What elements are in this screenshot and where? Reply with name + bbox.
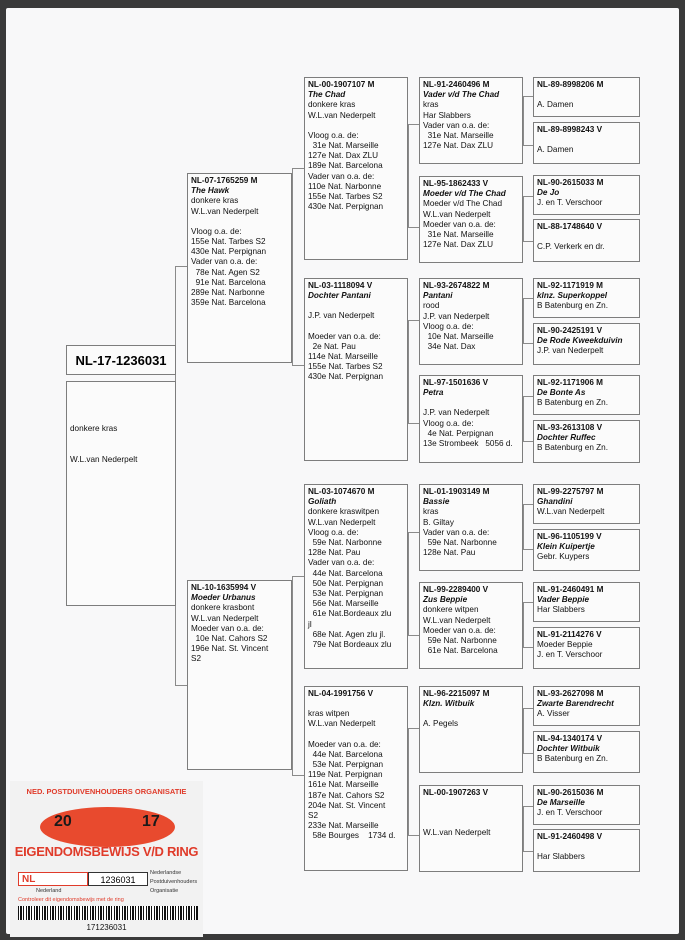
connector-g3-7 [523, 806, 533, 852]
detail-line: 114e Nat. Marseille [308, 352, 378, 362]
detail-line: 61e Nat.Bordeaux zlu [308, 609, 392, 619]
pigeon-name: The Hawk [191, 186, 230, 196]
ancestor-card [533, 375, 640, 415]
detail-line: 430e Nat. Perpignan [308, 372, 384, 382]
ring-number: NL-88-1748640 V [537, 222, 603, 231]
ancestor-card [533, 829, 640, 872]
connector-g3-1 [523, 196, 533, 242]
pigeon-name: Klzn. Witbuik [423, 699, 475, 709]
great-grandparent-card [419, 176, 523, 263]
pigeon-name: Vader Beppie [537, 595, 590, 605]
ancestor-card [533, 785, 640, 825]
grandparent-card [304, 484, 408, 669]
detail-line: 430e Nat. Perpignan [308, 202, 384, 212]
certificate-notice: Controleer dit eigendomsbewijs met de ring [18, 897, 124, 903]
great-grandparent-card [419, 582, 523, 669]
great-grandparent-card [419, 484, 523, 571]
ring-number: NL-92-1171919 M [537, 281, 603, 290]
detail-line: Moeder van o.a. de: [308, 331, 381, 341]
detail-line: J. en T. Verschoor [537, 808, 603, 818]
detail-line: W.L.van Nederpelt [423, 209, 491, 219]
great-grandparent-card [419, 77, 523, 164]
detail-line: Har Slabbers [423, 110, 471, 120]
connector-subject [175, 266, 187, 686]
pigeon-name: The Chad [308, 90, 346, 100]
detail-line: rood [423, 301, 440, 311]
ring-number: NL-93-2674822 M [423, 281, 490, 290]
pigeon-name: Zus Beppie [423, 595, 468, 605]
detail-line: donkere witpen [423, 605, 479, 615]
certificate-year-right: 17 [142, 813, 160, 830]
detail-line: 155e Nat. Tarbes S2 [308, 192, 383, 202]
detail-line: Moeder van o.a. de: [191, 623, 264, 633]
certificate-org-line: Organisatie [150, 888, 179, 894]
detail-line: Moeder Beppie [537, 640, 593, 650]
spacer [537, 135, 636, 145]
detail-line: Vader van o.a. de: [191, 257, 258, 267]
detail-line: 56e Nat. Marseille [308, 599, 379, 609]
ancestor-card [533, 77, 640, 117]
ring-number: NL-91-2460498 V [537, 832, 603, 841]
ring-number: NL-94-1340174 V [537, 734, 603, 743]
detail-line: S2 [191, 654, 202, 664]
connector-g3-2 [523, 298, 533, 344]
ring-number: NL-10-1635994 V [191, 583, 257, 592]
detail-line: Gebr. Kuypers [537, 552, 590, 562]
detail-line: 119e Nat. Perpignan [308, 770, 383, 780]
detail-line: 127e Nat. Dax ZLU [308, 151, 379, 161]
connector-g2-1 [408, 320, 419, 424]
great-grandparent-card [419, 375, 523, 463]
detail-line: Moeder van o.a. de: [423, 625, 496, 635]
pigeon-name: Zwarte Barendrecht [537, 699, 614, 709]
detail-line: A. Visser [537, 709, 570, 719]
detail-line: 79e Nat Bordeaux zlu [308, 640, 392, 650]
connector-g3-3 [523, 396, 533, 442]
connector-g2-0 [408, 124, 419, 228]
certificate-country-small: Nederland [36, 888, 62, 894]
detail-line: 50e Nat. Perpignan [308, 578, 384, 588]
detail-line: donkere krasbont [191, 603, 255, 613]
pigeon-name: Dochter Witbuik [537, 744, 600, 754]
ring-number: NL-03-1074670 M [308, 487, 375, 496]
detail-line: 10e Nat. Marseille [423, 332, 494, 342]
detail-line: W.L.van Nederpelt [537, 507, 605, 517]
detail-line: 91e Nat. Barcelona [191, 277, 266, 287]
detail-line: J. en T. Verschoor [537, 198, 603, 208]
pigeon-name: Dochter Ruffec [537, 433, 596, 443]
detail-line: jl [308, 619, 312, 629]
detail-line: C.P. Verkerk en dr. [537, 242, 605, 252]
connector-dam [292, 576, 304, 776]
pigeon-name: klnz. Superkoppel [537, 291, 608, 301]
ring-number: NL-97-1501636 V [423, 378, 489, 387]
detail-line: 187e Nat. Cahors S2 [308, 790, 385, 800]
detail-line: B. Giltay [423, 517, 454, 527]
detail-line: 31e Nat. Marseille [423, 230, 494, 240]
pigeon-name: De Rode Kweekduivin [537, 336, 623, 346]
certificate-org: NED. POSTDUIVENHOUDERS ORGANISATIE [26, 787, 187, 796]
detail-line: S2 [308, 811, 319, 821]
detail-line [308, 322, 404, 332]
detail-line: donkere kras [191, 196, 239, 206]
detail-line: 233e Nat. Marseille [308, 821, 379, 831]
subject-breeder: W.L.van Nederpelt [70, 455, 138, 465]
ring-number: NL-99-2289400 V [423, 585, 489, 594]
ancestor-card [533, 484, 640, 524]
detail-line: A. Damen [537, 100, 574, 110]
detail-line: 58e Bourges 1734 d. [308, 831, 396, 841]
subject-details [66, 381, 176, 606]
certificate-code: 171236031 [86, 923, 127, 932]
ring-number: NL-99-2275797 M [537, 487, 604, 496]
connector-sire [292, 168, 304, 366]
detail-line: W.L.van Nederpelt [191, 206, 259, 216]
detail-line: B Batenburg en Zn. [537, 754, 609, 764]
detail-line: kras witpen [308, 709, 350, 719]
detail-line: J. en T. Verschoor [537, 650, 603, 660]
ring-number: NL-90-2615033 M [537, 178, 604, 187]
detail-line: B Batenburg en Zn. [537, 301, 609, 311]
ring-number: NL-04-1991756 V [308, 689, 374, 698]
detail-line: 2e Nat. Pau [308, 341, 356, 351]
grandparent-card [304, 77, 408, 260]
detail-line: 78e Nat. Agen S2 [191, 267, 260, 277]
subject-color: donkere kras [70, 424, 118, 434]
detail-line: W.L.van Nederpelt [308, 517, 376, 527]
ancestor-card [533, 323, 640, 365]
detail-line: 128e Nat. Pau [423, 548, 476, 558]
ancestor-card [533, 686, 640, 726]
ring-certificate [10, 781, 203, 937]
detail-line [308, 730, 404, 740]
detail-line [423, 709, 519, 719]
connector-g2-2 [408, 532, 419, 636]
ancestor-card [533, 582, 640, 622]
detail-line: W.L.van Nederpelt [191, 613, 259, 623]
certificate-org-line: Nederlandse [150, 870, 182, 876]
spacer [423, 798, 519, 808]
detail-line: 128e Nat. Pau [308, 548, 361, 558]
ancestor-card [533, 627, 640, 669]
detail-line [423, 398, 519, 408]
connector-g3-4 [523, 504, 533, 550]
ancestor-card [533, 731, 640, 773]
ring-number: NL-96-2215097 M [423, 689, 490, 698]
detail-line: kras [423, 507, 439, 517]
detail-line: 359e Nat. Barcelona [191, 298, 266, 308]
detail-line: 196e Nat. St. Vincent [191, 644, 269, 654]
pigeon-name: Moeder v/d The Chad [423, 189, 506, 199]
ring-number: NL-96-1105199 V [537, 532, 602, 541]
detail-line: 204e Nat. St. Vincent [308, 800, 386, 810]
ring-number: NL-91-2460491 M [537, 585, 604, 594]
connector-g3-0 [523, 96, 533, 146]
ring-number: NL-90-2615036 M [537, 788, 604, 797]
detail-line: 430e Nat. Perpignan [191, 247, 267, 257]
grandparent-card [304, 686, 408, 871]
detail-line: kras [423, 100, 439, 110]
detail-line: Har Slabbers [537, 605, 585, 615]
ancestor-card [533, 420, 640, 463]
detail-line: J.P. van Nederpelt [423, 311, 490, 321]
detail-line: 59e Nat. Narbonne [423, 636, 497, 646]
pigeon-name: Klein Kuipertje [537, 542, 595, 552]
certificate-org-line: Postduivenhouders [150, 879, 198, 885]
detail-line: 44e Nat. Barcelona [308, 568, 383, 578]
detail-line: 127e Nat. Dax ZLU [423, 240, 494, 250]
ring-number: NL-00-1907263 V [423, 788, 489, 797]
detail-line: donkere kraswitpen [308, 507, 379, 517]
ancestor-card [533, 529, 640, 571]
certificate-title: EIGENDOMSBEWIJS V/D RING [14, 844, 199, 859]
pigeon-name: Dochter Pantani [308, 291, 371, 301]
ancestor-card [533, 122, 640, 164]
detail-line: W.L.van Nederpelt [423, 615, 491, 625]
certificate-barcode [18, 906, 198, 920]
spacer [537, 90, 636, 100]
detail-line: J.P. van Nederpelt [308, 311, 375, 321]
detail-line: donkere kras [308, 100, 356, 110]
pigeon-name: Vader v/d The Chad [423, 90, 500, 100]
pigeon-name: De Marseille [537, 798, 585, 808]
detail-line: W.L.van Nederpelt [423, 828, 491, 838]
pigeon-name: De Bonte As [537, 388, 586, 398]
pigeon-name: Petra [423, 388, 444, 398]
detail-line: Vader van o.a. de: [308, 558, 375, 568]
detail-line: 68e Nat. Agen zlu jl. [308, 629, 386, 639]
ring-number: NL-92-1171906 M [537, 378, 603, 387]
great-grandparent-card [419, 278, 523, 365]
detail-line: W.L.van Nederpelt [308, 719, 376, 729]
ring-number: NL-90-2425191 V [537, 326, 603, 335]
detail-line: A. Pegels [423, 719, 459, 729]
detail-line: Vloog o.a. de: [308, 130, 359, 140]
detail-line: J.P. van Nederpelt [537, 346, 604, 356]
pigeon-name: Moeder Urbanus [191, 593, 256, 603]
ring-number: NL-93-2613108 V [537, 423, 603, 432]
detail-line: 189e Nat. Barcelona [308, 161, 383, 171]
ring-number: NL-95-1862433 V [423, 179, 489, 188]
ring-number: NL-03-1118094 V [308, 281, 373, 290]
detail-line: 31e Nat. Marseille [423, 131, 494, 141]
ring-number: NL-07-1765259 M [191, 176, 258, 185]
detail-line: 155e Nat. Tarbes S2 [308, 362, 383, 372]
detail-line: Moeder van o.a. de: [423, 219, 496, 229]
dam-card [187, 580, 292, 770]
connector-g3-5 [523, 602, 533, 648]
subject-ring: NL-17-1236031 [66, 345, 176, 375]
detail-line: 34e Nat. Dax [423, 342, 476, 352]
detail-line [191, 217, 288, 227]
ring-number: NL-91-2114276 V [537, 630, 602, 639]
detail-line: Vader van o.a. de: [308, 171, 375, 181]
grandparent-card [304, 278, 408, 461]
connector-g3-6 [523, 708, 533, 754]
great-grandparent-card [419, 686, 523, 773]
detail-line: 10e Nat. Cahors S2 [191, 634, 268, 644]
pigeon-name: De Jo [537, 188, 560, 198]
detail-line: W.L.van Nederpelt [308, 110, 376, 120]
detail-line: 161e Nat. Marseille [308, 780, 379, 790]
detail-line: Vloog o.a. de: [308, 527, 359, 537]
great-grandparent-card [419, 785, 523, 872]
ring-number: NL-89-8998243 V [537, 125, 603, 134]
ancestor-card [533, 219, 640, 262]
ancestor-card [533, 175, 640, 215]
detail-line: Har Slabbers [537, 852, 585, 862]
detail-line: Vloog o.a. de: [423, 321, 474, 331]
ring-number: NL-91-2460496 M [423, 80, 490, 89]
detail-line [308, 121, 404, 131]
detail-line: Moeder van o.a. de: [308, 739, 381, 749]
pigeon-name: Ghandini [537, 497, 573, 507]
spacer [308, 699, 404, 709]
pigeon-name: Goliath [308, 497, 337, 507]
ring-number: NL-01-1903149 M [423, 487, 490, 496]
detail-line: A. Damen [537, 145, 574, 155]
detail-line: 53e Nat. Perpignan [308, 589, 384, 599]
detail-line: Moeder v/d The Chad [423, 199, 503, 209]
ring-number: NL-93-2627098 M [537, 689, 604, 698]
pigeon-name: Bassie [423, 497, 450, 507]
detail-line: 31e Nat. Marseille [308, 141, 379, 151]
sire-card [187, 173, 292, 363]
detail-line: Vloog o.a. de: [191, 226, 242, 236]
detail-line: 53e Nat. Perpignan [308, 760, 384, 770]
certificate-number: 1236031 [88, 872, 148, 886]
detail-line: Vloog o.a. de: [423, 418, 474, 428]
spacer [537, 232, 636, 242]
detail-line: 61e Nat. Barcelona [423, 646, 498, 656]
detail-line [537, 842, 636, 852]
detail-line: 13e Strombeek 5056 d. [423, 439, 513, 449]
detail-line: B Batenburg en Zn. [537, 443, 609, 453]
detail-line: 289e Nat. Narbonne [191, 288, 265, 298]
connector-g2-3 [408, 728, 419, 836]
detail-line: 44e Nat. Barcelona [308, 749, 383, 759]
detail-line [423, 818, 519, 828]
ring-number: NL-00-1907107 M [308, 80, 375, 89]
ancestor-card [533, 278, 640, 318]
certificate-country: NL [18, 872, 88, 886]
detail-line: 155e Nat. Tarbes S2 [191, 237, 266, 247]
detail-line: 4e Nat. Perpignan [423, 428, 494, 438]
detail-line: Vader van o.a. de: [423, 527, 490, 537]
detail-line: J.P. van Nederpelt [423, 408, 490, 418]
pigeon-name: Pantani [423, 291, 453, 301]
detail-line: B Batenburg en Zn. [537, 398, 609, 408]
certificate-year-left: 20 [54, 813, 72, 830]
detail-line [423, 808, 519, 818]
detail-line: 127e Nat. Dax ZLU [423, 141, 494, 151]
ring-number: NL-89-8998206 M [537, 80, 604, 89]
detail-line: Vader van o.a. de: [423, 120, 490, 130]
detail-line: 59e Nat. Narbonne [423, 538, 497, 548]
certificate-orgs [150, 869, 197, 896]
detail-line [308, 301, 404, 311]
detail-line: 59e Nat. Narbonne [308, 538, 382, 548]
detail-line: 110e Nat. Narbonne [308, 181, 382, 191]
